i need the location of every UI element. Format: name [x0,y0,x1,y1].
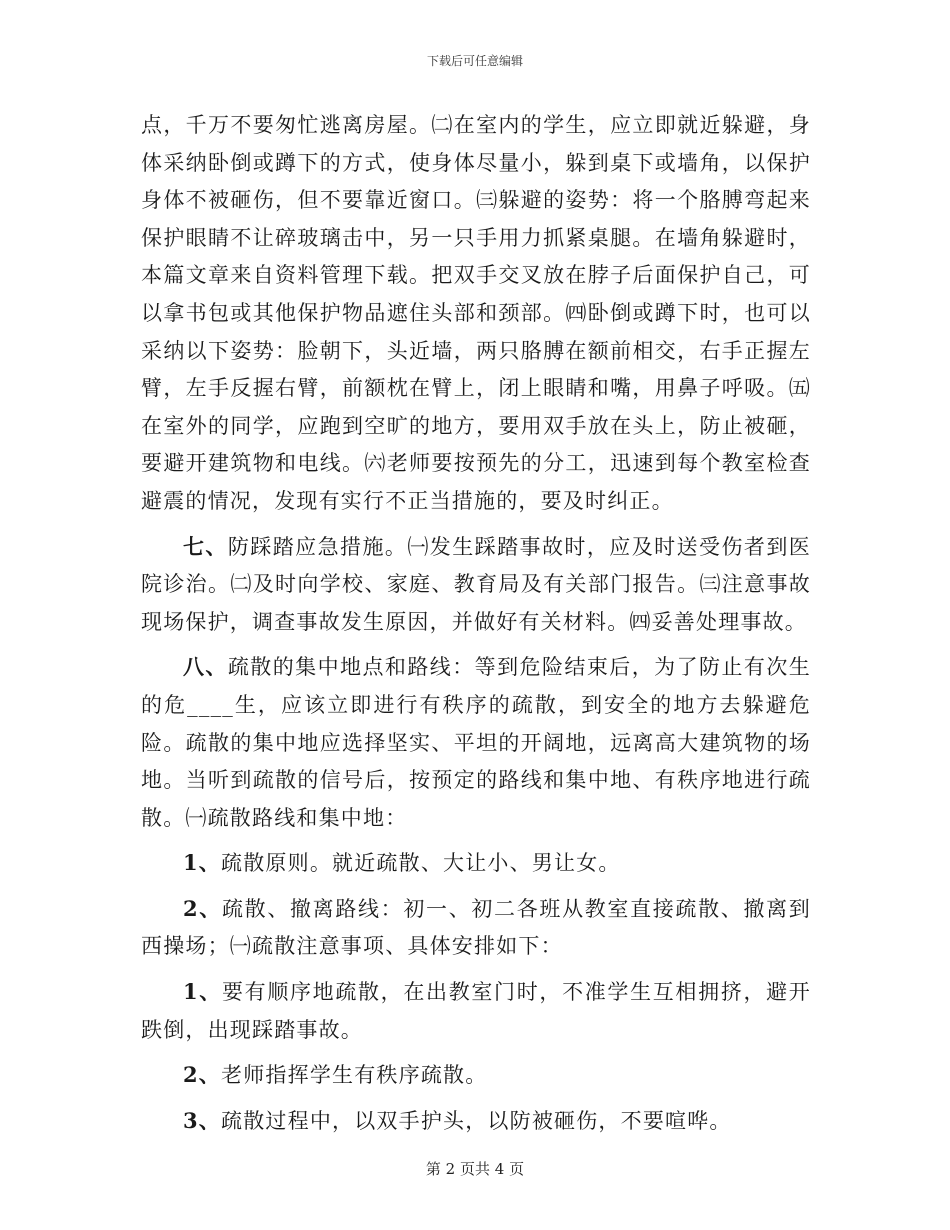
document-body [141,106,811,1140]
paragraph-text: 疏散过程中，以双手护头，以防被砸伤，不要喧哗。 [221,1108,732,1133]
page-header [0,52,950,69]
paragraph-lead: 2、 [183,1062,222,1088]
paragraph-section-7 [141,528,811,642]
paragraph-text: 疏散的集中地点和路线：等到危险结束后，为了防止有次生的危____生，应该立即进行有秩序的疏散，到安全的地方去躲避危险。疏散的集中地应选择坚实、平坦的开阔地，远离高大建筑物的场地。当听到疏散的信号后，按预定的路线和集中地、有秩序地进行疏散。㈠疏散路线和集中地： [141,655,811,830]
paragraph-lead: 七、 [183,533,228,559]
paragraph-item-protect-head [141,1102,811,1141]
paragraph-item-order [141,973,811,1049]
paragraph-item-teacher [141,1056,811,1095]
paragraph-lead: 1、 [183,850,222,876]
paragraph-text: 老师指挥学生有秩序疏散。 [221,1063,488,1088]
paragraph-section-8 [141,648,811,837]
header-note: 下载后可任意编辑 [426,54,523,68]
paragraph-text: 防踩踏应急措施。㈠发生踩踏事故时，应及时送受伤者到医院诊治。㈡及时向学校、家庭、教育局及有关部门报告。㈢注意事故现场保护，调查事故发生原因，并做好有关材料。㈣妥善处理事故。 [141,534,811,634]
paragraph-text: 疏散原则。就近疏散、大让小、男让女。 [221,851,621,876]
paragraph-item-principle [141,844,811,883]
page-number: 第 2 页共 4 页 [425,1160,525,1178]
paragraph-lead: 2、 [183,895,222,921]
paragraph-item-route [141,890,811,966]
paragraph-lead: 3、 [183,1107,222,1133]
paragraph-text: 点，千万不要匆忙逃离房屋。㈡在室内的学生，应立即就近躲避，身体采纳卧倒或蹲下的方式，使身体尽量小，躲到桌下或墙角，以保护身体不被砸伤，但不要靠近窗口。㈢躲避的姿势：将一个胳膊弯起来保护眼睛不让碎玻璃击中，另一只手用力抓紧桌腿。在墙角躲避时，本篇文章来自资料管理下载。把双手交叉放在脖子后面保护自己，可以拿书包或其他保护物品遮住头部和颈部。㈣卧倒或蹲下时，也可以采纳以下姿势：脸朝下，头近墙，两只胳膊在额前相交，右手正握左臂，左手反握右臂，前额枕在臂上，闭上眼睛和嘴，用鼻子呼吸。㈤在室外的同学，应跑到空旷的地方，要用双手放在头上，防止被砸，要避开建筑物和电线。㈥老师要按预先的分工，迅速到每个教室检查避震的情况，发现有实行不正当措施的，要及时纠正。 [141,113,811,513]
paragraph-lead: 1、 [183,979,222,1005]
page-footer [0,1158,950,1179]
paragraph-lead: 八、 [183,654,228,680]
paragraph-text: 要有顺序地疏散，在出教室门时，不准学生互相拥挤，避开跌倒，出现踩踏事故。 [141,980,812,1042]
paragraph-text: 疏散、撤离路线：初一、初二各班从教室直接疏散、撤离到西操场；㈠疏散注意事项、具体安排如下： [141,896,812,959]
paragraph-earthquake-continued [141,106,811,521]
